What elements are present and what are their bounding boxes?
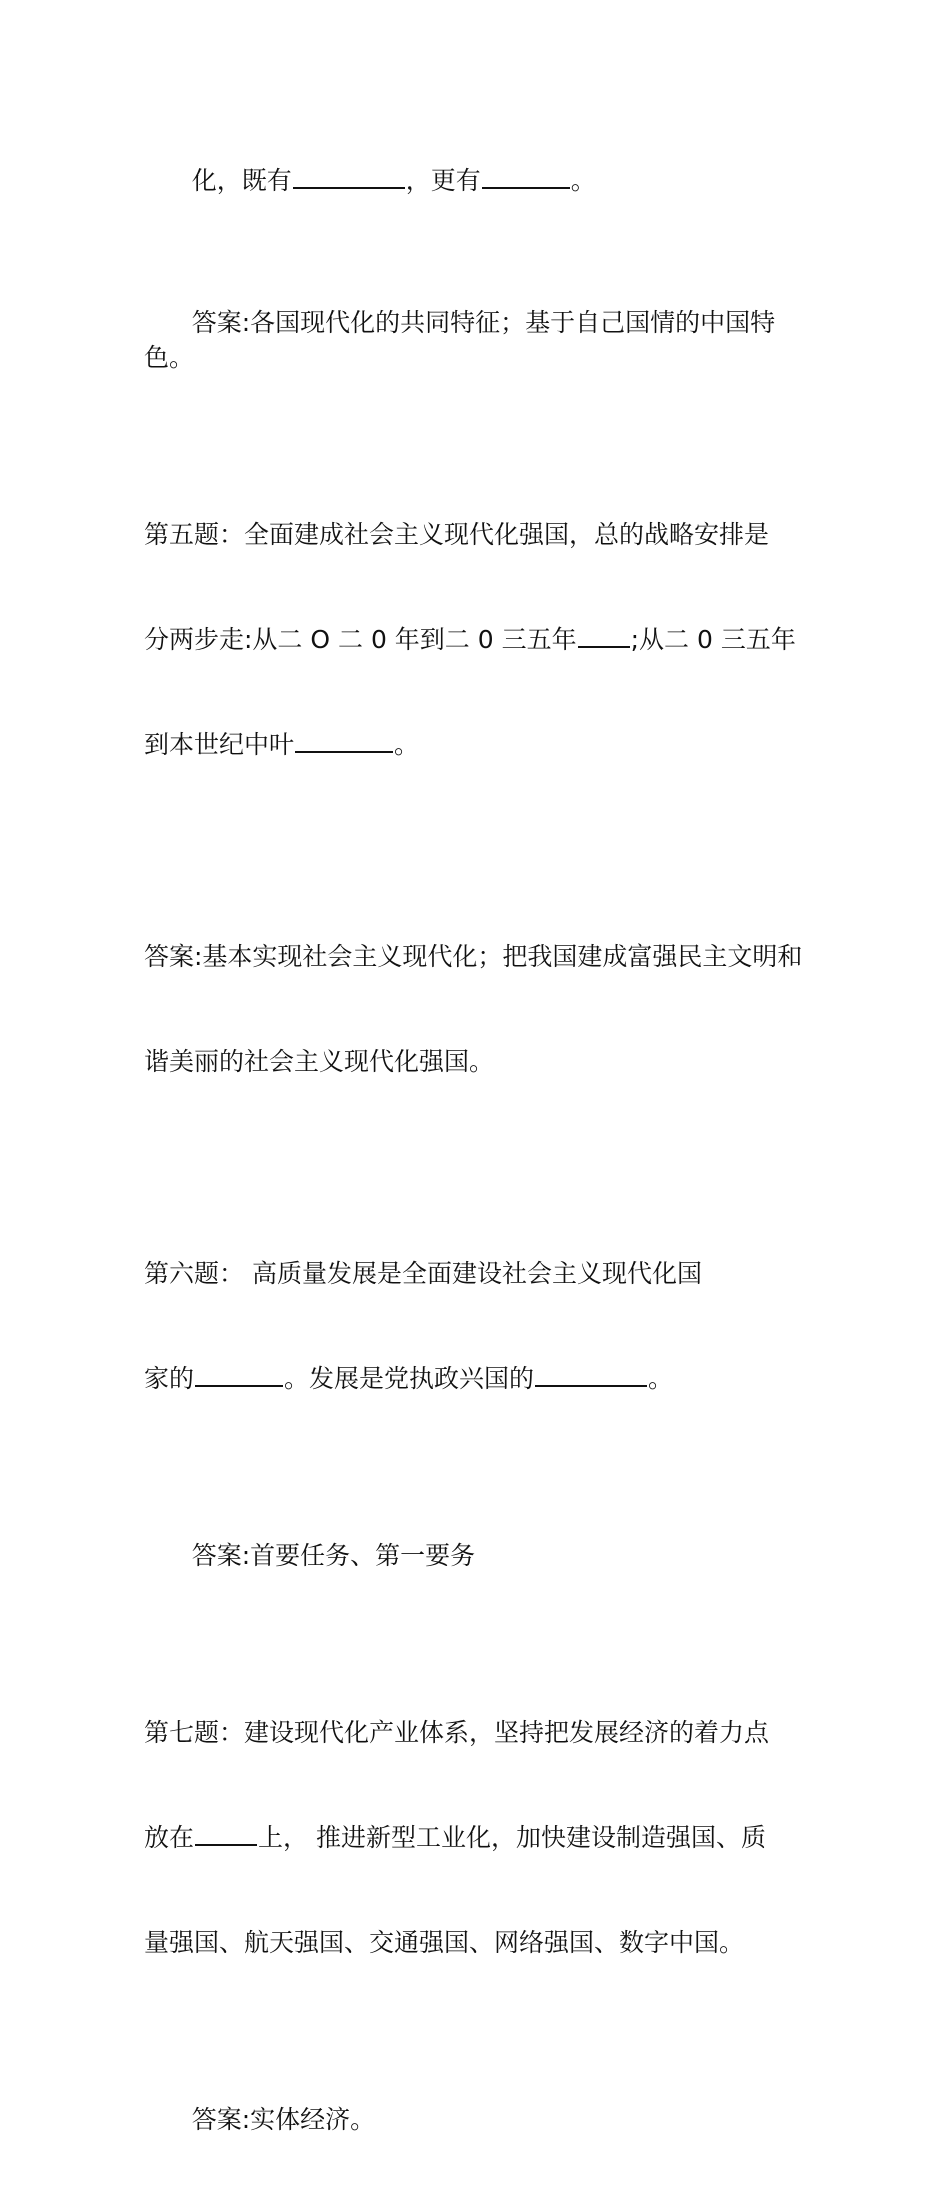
answer-text: 答案:首要任务、第一要务 (191, 1541, 476, 1570)
question-line: 第六题： 高质量发展是全面建设社会主义现代化国 (144, 1259, 702, 1288)
text-segment: 到本世纪中叶 (144, 730, 295, 759)
answer-6 (144, 1503, 814, 1608)
document-body (144, 128, 814, 2209)
fill-blank (195, 1361, 283, 1387)
text-segment: ;从二 0 三五年 (630, 625, 796, 654)
answer-line: 谐美丽的社会主义现代化强国。 (144, 1047, 495, 1076)
text-segment: 上， 推进新型工业化，加快建设制造强国、质 (258, 1823, 766, 1852)
question-line (144, 622, 814, 657)
text-segment: 家的 (144, 1364, 195, 1393)
text-segment: 。 (648, 1364, 674, 1393)
text-segment: 放在 (144, 1823, 195, 1852)
question-line (144, 727, 814, 762)
fill-blank (578, 622, 630, 648)
text-segment: 化，既有 (191, 166, 292, 195)
answer-4 (144, 270, 814, 410)
answer-text: 答案:各国现代化的共同特征；基于自己国情的中国特色。 (144, 308, 776, 372)
question-line: 第七题：建设现代化产业体系，坚持把发展经济的着力点 (144, 1718, 770, 1747)
answer-text: 答案:实体经济。 (191, 2105, 376, 2134)
question-line: 量强国、航天强国、交通强国、网络强国、数字中国。 (144, 1928, 745, 1957)
text-segment: 。 (394, 730, 420, 759)
text-segment: 分两步走:从二 O 二 0 年到二 0 三五年 (144, 625, 577, 654)
fill-blank (295, 727, 393, 753)
fill-blank (293, 163, 405, 189)
question-line (144, 1361, 814, 1396)
answer-line: 答案:基本实现社会主义现代化；把我国建成富强民主文明和 (144, 942, 803, 971)
fill-blank (535, 1361, 647, 1387)
question-continuation (144, 128, 814, 233)
question-6 (144, 1186, 814, 1466)
question-7 (144, 1645, 814, 2030)
question-line: 第五题：全面建成社会主义现代化强国，总的战略安排是 (144, 520, 770, 549)
answer-5 (144, 869, 814, 1149)
text-segment: 。发展是党执政兴国的 (284, 1364, 535, 1393)
fill-blank (482, 163, 570, 189)
question-5 (144, 447, 814, 832)
text-segment: ，更有 (405, 166, 481, 195)
fill-blank (195, 1820, 257, 1846)
answer-7 (144, 2067, 814, 2172)
text-segment: 。 (570, 166, 596, 195)
question-line (144, 1820, 814, 1855)
